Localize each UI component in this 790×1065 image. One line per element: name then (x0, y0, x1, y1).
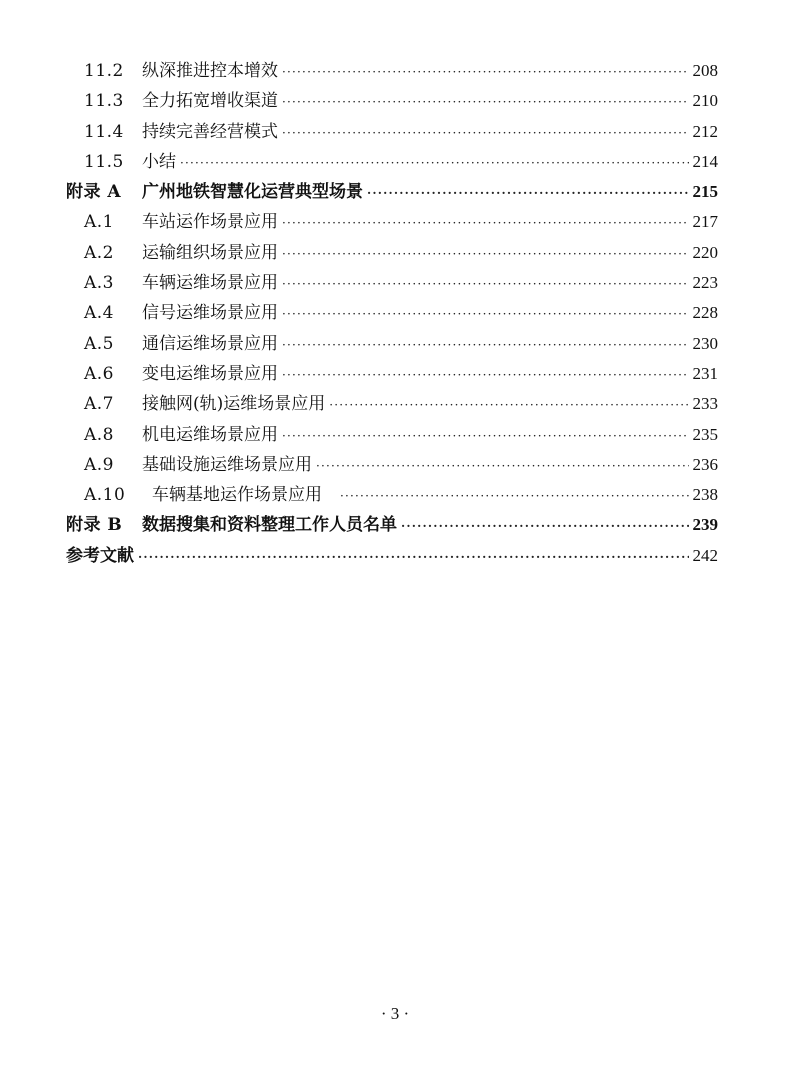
toc-entry-page: 242 (692, 545, 718, 565)
toc-entry-number: A.3 (84, 273, 114, 294)
toc-leader-dots (282, 299, 689, 329)
toc-entry-page: 231 (692, 363, 718, 383)
toc-entry-a-8[interactable] (66, 420, 718, 450)
toc-leader-dots (282, 330, 689, 360)
toc-entry-number: 11.3 (84, 91, 124, 112)
toc-entry-number: 附录 A (66, 182, 122, 203)
toc-entry-title: 通信运维场景应用 (142, 333, 278, 354)
toc-entry-title: 接触网(轨)运维场景应用 (142, 394, 326, 415)
toc-entry-title: 信号运维场景应用 (142, 303, 278, 324)
toc-entry-number: 11.2 (84, 61, 124, 81)
toc-entry-11-5[interactable] (66, 147, 718, 177)
toc-entry-title: 数据搜集和资料整理工作人员名单 (142, 515, 397, 536)
toc-entry-a-3[interactable] (66, 268, 718, 298)
toc-leader-dots (282, 208, 689, 238)
toc-entry-page: 208 (692, 61, 718, 80)
toc-leader-dots (138, 542, 689, 572)
toc-entry-page: 215 (692, 182, 718, 202)
toc-leader-dots (282, 57, 689, 87)
toc-entry-page: 236 (692, 454, 718, 474)
toc-entry-title: 小结 (142, 151, 176, 172)
toc-leader-dots (316, 451, 689, 481)
toc-entry-title: 纵深推进控本增效 (142, 61, 278, 81)
toc-entry-a-5[interactable] (66, 329, 718, 359)
toc-entry-11-3[interactable] (66, 86, 718, 116)
toc-entry-11-2[interactable] (66, 56, 718, 86)
toc-leader-dots (329, 390, 688, 420)
toc-entry-number: A.10 (84, 485, 126, 506)
toc-entry-number: A.1 (84, 212, 114, 233)
toc-entry-a-10[interactable] (66, 480, 718, 510)
toc-entry-references[interactable] (66, 541, 718, 571)
page-number: · 3 · (380, 1004, 410, 1023)
toc-entry-title: 基础设施运维场景应用 (142, 454, 312, 475)
toc-entry-a-1[interactable] (66, 207, 718, 237)
toc-entry-page: 235 (692, 424, 718, 444)
toc-entry-number: 11.4 (84, 121, 124, 142)
toc-leader-dots (340, 481, 689, 511)
toc-entry-page: 220 (692, 242, 718, 262)
toc-entry-a-4[interactable] (66, 298, 718, 328)
toc-leader-dots (282, 269, 689, 299)
toc-entry-page: 238 (692, 485, 718, 505)
toc-entry-page: 233 (692, 394, 718, 414)
toc-leader-dots (180, 148, 689, 178)
toc-entry-page: 230 (692, 333, 718, 353)
toc-entry-title: 车辆基地运作场景应用 (152, 485, 322, 506)
toc-entry-title: 车辆运维场景应用 (142, 273, 278, 294)
toc-entry-title: 持续完善经营模式 (142, 121, 278, 142)
toc-entry-title: 参考文献 (66, 545, 134, 566)
toc-entry-title: 变电运维场景应用 (142, 363, 278, 384)
toc-entry-number: A.2 (84, 242, 114, 263)
toc-entry-appendix-a[interactable] (66, 177, 718, 207)
toc-entry-title: 全力拓宽增收渠道 (142, 91, 278, 112)
toc-leader-dots (282, 87, 689, 117)
toc-entry-number: A.9 (84, 454, 114, 475)
toc-leader-dots (282, 360, 689, 390)
toc-leader-dots (367, 178, 689, 208)
toc-entry-number: 11.5 (84, 151, 124, 172)
table-of-contents (66, 56, 718, 571)
toc-entry-page: 217 (692, 212, 718, 232)
toc-entry-appendix-b[interactable] (66, 510, 718, 540)
toc-entry-title: 运输组织场景应用 (142, 242, 278, 263)
toc-entry-number: A.5 (84, 333, 114, 354)
toc-entry-page: 210 (692, 91, 718, 111)
toc-entry-title: 车站运作场景应用 (142, 212, 278, 233)
toc-entry-a-7[interactable] (66, 389, 718, 419)
toc-entry-title: 广州地铁智慧化运营典型场景 (142, 182, 363, 203)
toc-entry-page: 214 (692, 151, 718, 171)
toc-entry-number: 附录 B (66, 515, 123, 536)
toc-entry-number: A.7 (84, 394, 114, 415)
toc-entry-a-2[interactable] (66, 238, 718, 268)
toc-entry-page: 223 (692, 273, 718, 293)
toc-entry-a-6[interactable] (66, 359, 718, 389)
toc-entry-number: A.4 (84, 303, 114, 324)
toc-entry-page: 228 (692, 303, 718, 323)
toc-leader-dots (401, 511, 689, 541)
toc-leader-dots (282, 239, 689, 269)
toc-entry-a-9[interactable] (66, 450, 718, 480)
toc-leader-dots (282, 421, 689, 451)
toc-entry-11-4[interactable] (66, 117, 718, 147)
toc-entry-page: 239 (692, 515, 718, 535)
toc-entry-page: 212 (692, 121, 718, 141)
toc-entry-number: A.6 (84, 363, 114, 384)
toc-entry-title: 机电运维场景应用 (142, 424, 278, 445)
toc-entry-number: A.8 (84, 424, 114, 445)
toc-leader-dots (282, 118, 689, 148)
